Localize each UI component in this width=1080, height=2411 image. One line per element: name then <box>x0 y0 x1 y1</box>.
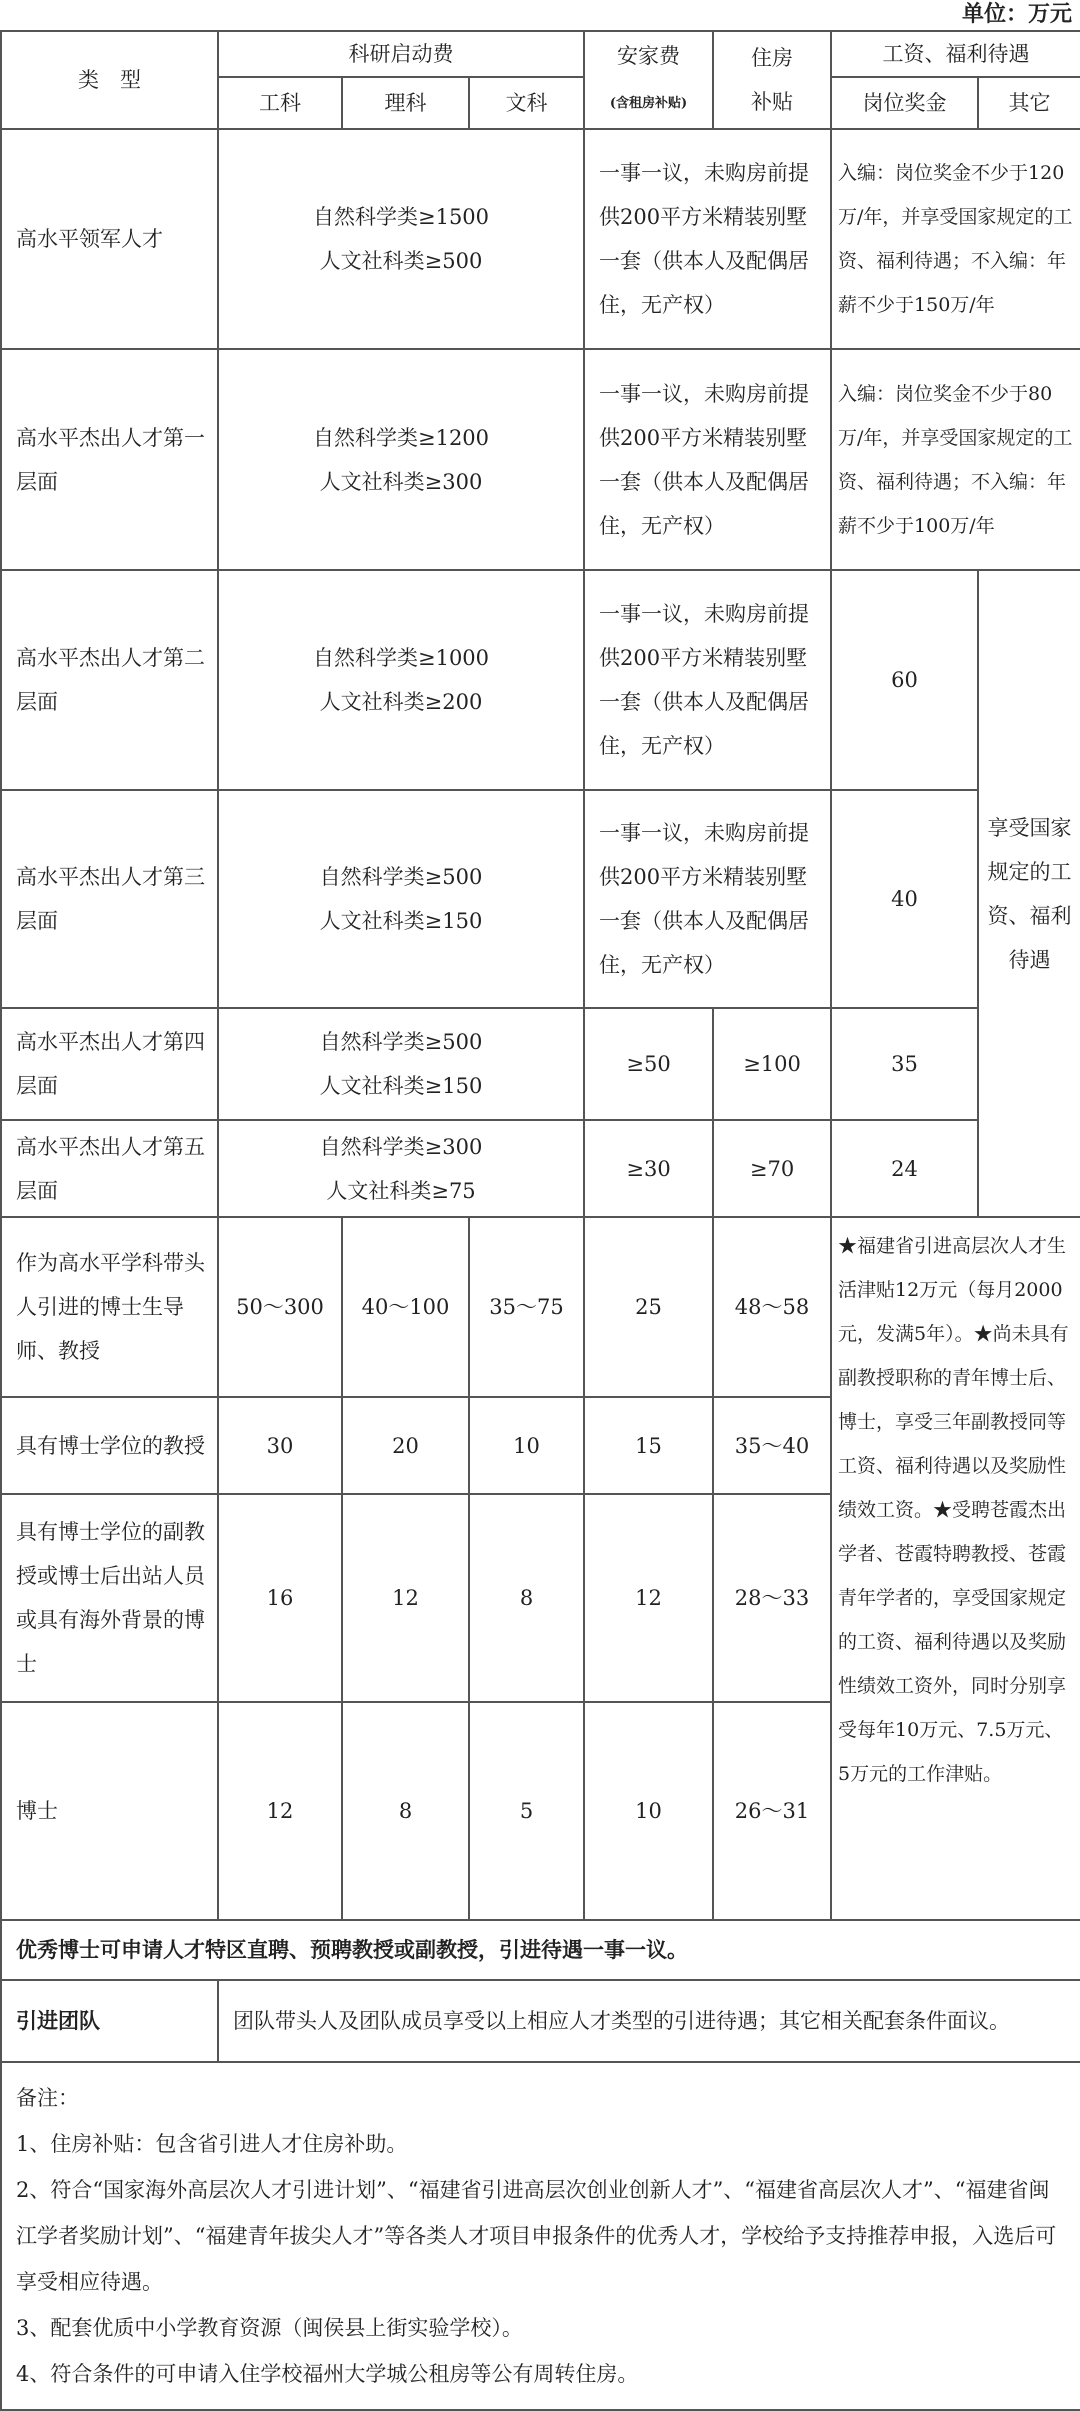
notes-title: 备注： <box>16 2086 79 2110</box>
table-row <box>1 1008 1080 1120</box>
row-eng: 30 <box>218 1397 342 1494</box>
table-row <box>1 1217 1080 1397</box>
row-sci: 12 <box>342 1494 469 1702</box>
table-row <box>1 1120 1080 1217</box>
note-item: 1、住房补贴：包含省引进人才住房补助。 <box>16 2132 408 2156</box>
header-eng: 工科 <box>218 77 342 129</box>
row-bonus: 40 <box>831 790 978 1008</box>
row-arts: 8 <box>469 1494 584 1702</box>
table-row <box>1 790 1080 1008</box>
row-sci: 8 <box>342 1702 469 1920</box>
header-housing: 住房 补贴 <box>713 31 831 129</box>
salary-merged: ★福建省引进高层次人才生活津贴12万元（每月2000元，发满5年）。★尚未具有副教授职称的青年博士后、博士，享受三年副教授同等工资、福利待遇以及奖励性绩效工资。★受聘苍霞杰出学者、苍霞特聘教授、苍霞青年学者的，享受国家规定的工资、福利待遇以及奖励性绩效工资外，同时分别享受每年10万元、7.5万元、5万元的工作津贴。 <box>831 1217 1080 1920</box>
row-research: 自然科学类≥500 人文社科类≥150 <box>218 790 584 1008</box>
row-eng: 12 <box>218 1702 342 1920</box>
header-settle: 安家费 (含租房补贴) <box>584 31 713 129</box>
row-settle: 10 <box>584 1702 713 1920</box>
row-bonus: 35 <box>831 1008 978 1120</box>
row-bonus: 24 <box>831 1120 978 1217</box>
header-settle-note: (含租房补贴) <box>609 96 688 111</box>
row-research: 自然科学类≥1200 人文社科类≥300 <box>218 349 584 570</box>
row-type: 具有博士学位的副教授或博士后出站人员或具有海外背景的博士 <box>1 1494 218 1702</box>
row-research: 自然科学类≥1500 人文社科类≥500 <box>218 129 584 349</box>
row-housing: ≥70 <box>713 1120 831 1217</box>
row-research: 自然科学类≥1000 人文社科类≥200 <box>218 570 584 790</box>
row-salary: 入编：岗位奖金不少于120万/年，并享受国家规定的工资、福利待遇；不入编：年薪不少于150万/年 <box>831 129 1080 349</box>
header-arts: 文科 <box>469 77 584 129</box>
row-bonus: 60 <box>831 570 978 790</box>
talent-policy-table <box>0 30 1080 2411</box>
table-row <box>1 129 1080 349</box>
header-bonus: 岗位奖金 <box>831 77 978 129</box>
row-arts: 10 <box>469 1397 584 1494</box>
row-housing: 28～33 <box>713 1494 831 1702</box>
row-housing: 48～58 <box>713 1217 831 1397</box>
row-settle: 一事一议，未购房前提供200平方米精装别墅一套（供本人及配偶居住，无产权） <box>584 570 831 790</box>
row-sci: 20 <box>342 1397 469 1494</box>
row-settle: ≥30 <box>584 1120 713 1217</box>
row-settle: 一事一议，未购房前提供200平方米精装别墅一套（供本人及配偶居住，无产权） <box>584 129 831 349</box>
row-type: 具有博士学位的教授 <box>1 1397 218 1494</box>
team-label: 引进团队 <box>1 1980 218 2062</box>
row-sci: 40～100 <box>342 1217 469 1397</box>
row-type: 高水平杰出人才第三层面 <box>1 790 218 1008</box>
row-settle: ≥50 <box>584 1008 713 1120</box>
excellent-doctor-note: 优秀博士可申请人才特区直聘、预聘教授或副教授，引进待遇一事一议。 <box>1 1920 1080 1980</box>
other-merged: 享受国家规定的工资、福利待遇 <box>978 570 1080 1217</box>
row-settle: 一事一议，未购房前提供200平方米精装别墅一套（供本人及配偶居住，无产权） <box>584 790 831 1008</box>
row-type: 高水平领军人才 <box>1 129 218 349</box>
row-type: 博士 <box>1 1702 218 1920</box>
row-type: 高水平杰出人才第二层面 <box>1 570 218 790</box>
header-research: 科研启动费 <box>218 31 584 77</box>
row-research: 自然科学类≥500 人文社科类≥150 <box>218 1008 584 1120</box>
row-settle: 一事一议，未购房前提供200平方米精装别墅一套（供本人及配偶居住，无产权） <box>584 349 831 570</box>
row-arts: 35～75 <box>469 1217 584 1397</box>
row-type: 高水平杰出人才第一层面 <box>1 349 218 570</box>
note-item: 4、符合条件的可申请入住学校福州大学城公租房等公有周转住房。 <box>16 2362 639 2386</box>
row-salary: 入编：岗位奖金不少于80万/年，并享受国家规定的工资、福利待遇；不入编：年薪不少于100万/年 <box>831 349 1080 570</box>
row-settle: 12 <box>584 1494 713 1702</box>
header-other: 其它 <box>978 77 1080 129</box>
header-sci: 理科 <box>342 77 469 129</box>
row-settle: 25 <box>584 1217 713 1397</box>
row-housing: 35～40 <box>713 1397 831 1494</box>
header-type: 类 型 <box>1 31 218 129</box>
header-salary: 工资、福利待遇 <box>831 31 1080 77</box>
table-row <box>1 349 1080 570</box>
row-arts: 5 <box>469 1702 584 1920</box>
row-type: 高水平杰出人才第五层面 <box>1 1120 218 1217</box>
row-housing: 26～31 <box>713 1702 831 1920</box>
notes <box>1 2062 1080 2410</box>
row-eng: 16 <box>218 1494 342 1702</box>
note-item: 2、符合“国家海外高层次人才引进计划”、“福建省引进高层次创业创新人才”、“福建省高层次人才”、“福建省闽江学者奖励计划”、“福建青年拔尖人才”等各类人才项目申报条件的优秀人才，学校给予支持推荐申报，入选后可享受相应待遇。 <box>16 2178 1057 2294</box>
unit-label: 单位：万元 <box>961 2 1072 27</box>
row-type: 作为高水平学科带头人引进的博士生导师、教授 <box>1 1217 218 1397</box>
row-housing: ≥100 <box>713 1008 831 1120</box>
table-row <box>1 570 1080 790</box>
row-settle: 15 <box>584 1397 713 1494</box>
team-text: 团队带头人及团队成员享受以上相应人才类型的引进待遇；其它相关配套条件面议。 <box>218 1980 1080 2062</box>
row-type: 高水平杰出人才第四层面 <box>1 1008 218 1120</box>
row-eng: 50～300 <box>218 1217 342 1397</box>
row-research: 自然科学类≥300 人文社科类≥75 <box>218 1120 584 1217</box>
note-item: 3、配套优质中小学教育资源（闽侯县上街实验学校）。 <box>16 2316 523 2340</box>
